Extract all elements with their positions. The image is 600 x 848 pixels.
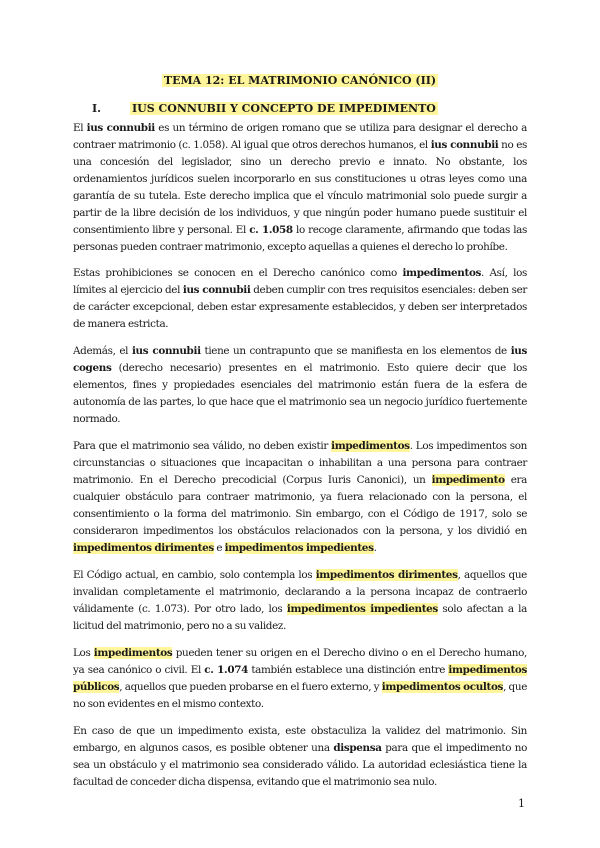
emphasis-text: impedimentos	[402, 267, 482, 279]
body-text: Estas prohibiciones se conocen en el Derecho canónico como	[73, 267, 403, 279]
body-text: El	[73, 122, 87, 134]
section-heading-text: IUS CONNUBII Y CONCEPTO DE IMPEDIMENTO	[132, 102, 436, 115]
body-text: . Los impedimentos son circunstancias o situaciones que incapacitan o inhabilitan a una persona para contraer matrimonio. En el Derecho precodicial (Corpus Iuris Canonici), un	[73, 440, 527, 486]
emphasis-text: impedimentos	[331, 440, 410, 452]
emphasis-text: impedimento	[431, 474, 505, 486]
body-text: deben cumplir con tres requisitos esenciales: deben ser de carácter excepcional, deben estar expresamente establecidos, y deben ser interpretados de manera estricta.	[73, 284, 527, 330]
emphasis-text: ius connubii	[430, 139, 499, 151]
emphasis-text: c. 1.074	[204, 664, 248, 676]
body-text: también establece una distinción entre	[247, 664, 449, 676]
paragraph	[73, 120, 527, 256]
body-text: .	[373, 542, 377, 554]
body-text: es un término de origen romano que se utiliza para designar el derecho a contraer matrimonio (c. 1.058). Al igual que otros derechos humanos, el	[73, 122, 527, 151]
paragraph	[73, 265, 527, 333]
body-text: , aquellos que invalidan completamente el matrimonio, declarando a la persona incapaz de contraerlo válidamente (c. 1.073). Por otro lado, los	[73, 569, 527, 615]
body-text: El Código actual, en cambio, solo contempla los	[73, 569, 316, 581]
emphasis-text: impedimentos dirimentes	[73, 542, 214, 554]
paragraph	[73, 645, 527, 713]
body-text: e	[213, 542, 225, 554]
body-text: . Así, los límites al ejercicio del	[73, 267, 527, 296]
paragraph	[73, 567, 527, 635]
section-heading	[92, 102, 438, 115]
body-text: para que el impedimento no sea un obstáculo y el matrimonio sea considerado válido. La autoridad eclesiástica tiene la facultad de conceder dicha dispensa, evitando que el matrimonio sea nulo.	[73, 742, 527, 788]
paragraph	[73, 723, 527, 791]
page-number: 1	[518, 797, 525, 810]
body-text: Para que el matrimonio sea válido, no deben existir	[73, 440, 332, 452]
body-text: Además, el	[73, 345, 132, 357]
section-number: I.	[92, 102, 101, 115]
body-text: solo afectan a la licitud del matrimonio, pero no a su validez.	[73, 603, 527, 632]
body-text: lo recoge claramente, afirmando que todas las personas pueden contraer matrimonio, excepto aquellas a quienes el derecho lo prohíbe.	[73, 224, 527, 253]
emphasis-text: impedimentos ocultos	[381, 681, 504, 693]
page-title: TEMA 12: EL MATRIMONIO CANÓNICO (II)	[163, 74, 437, 87]
emphasis-text: impedimentos impedientes	[286, 603, 438, 615]
body-text: tiene un contrapunto que se manifiesta en los elementos de	[200, 345, 511, 357]
body-text: Los	[73, 647, 94, 659]
emphasis-text: impedimentos impedientes	[224, 542, 374, 554]
body-text: (derecho necesario) presentes en el matrimonio. Esto quiere decir que los elementos, fines y propiedades esenciales del matrimonio están fuera de la esfera de autonomía de las partes, lo que hace que el matrimonio sea un negocio jurídico fuertemente normado.	[73, 362, 527, 425]
body-text: , aquellos que pueden probarse en el fuero externo, y	[119, 681, 382, 693]
paragraph	[73, 438, 527, 557]
emphasis-text: ius connubii	[131, 345, 201, 357]
body-text: era cualquier obstáculo para contraer matrimonio, ya fuera relacionado con la persona, el consentimiento o la forma del matrimonio. Sin embargo, con el Código de 1917, solo se consideraron impedimentos los obstáculos relacionados con la persona, y los dividió en	[73, 474, 528, 537]
body-text: , que no son evidentes en el mismo contexto.	[73, 681, 527, 710]
body-text: En caso de que un impedimento exista, este obstaculiza la validez del matrimonio. Sin embargo, en algunos casos, es posible obtener una	[73, 725, 527, 754]
emphasis-text: ius connubii	[182, 284, 251, 296]
emphasis-text: impedimentos dirimentes	[315, 569, 458, 581]
paragraph	[73, 343, 527, 428]
body-text: no es una concesión del legislador, sino un derecho previo e innato. No obstante, los ordenamientos jurídicos suelen incorporarlo en sus constituciones u otras leyes como una garantía de su tutela. Este derecho implica que el vínculo matrimonial solo puede surgir a partir de la libre decisión de los individuos, y que ningún poder humano puede sustituir el consentimiento libre y personal. El	[73, 139, 527, 236]
emphasis-text: impedimentos públicos	[73, 664, 527, 693]
emphasis-text: ius cogens	[73, 345, 527, 374]
emphasis-text: dispensa	[333, 742, 382, 754]
emphasis-text: ius connubii	[86, 122, 155, 134]
emphasis-text: c. 1.058	[249, 224, 293, 236]
emphasis-text: impedimentos	[93, 647, 173, 659]
body-text: pueden tener su origen en el Derecho divino o en el Derecho humano, ya sea canónico o civil. El	[73, 647, 527, 676]
